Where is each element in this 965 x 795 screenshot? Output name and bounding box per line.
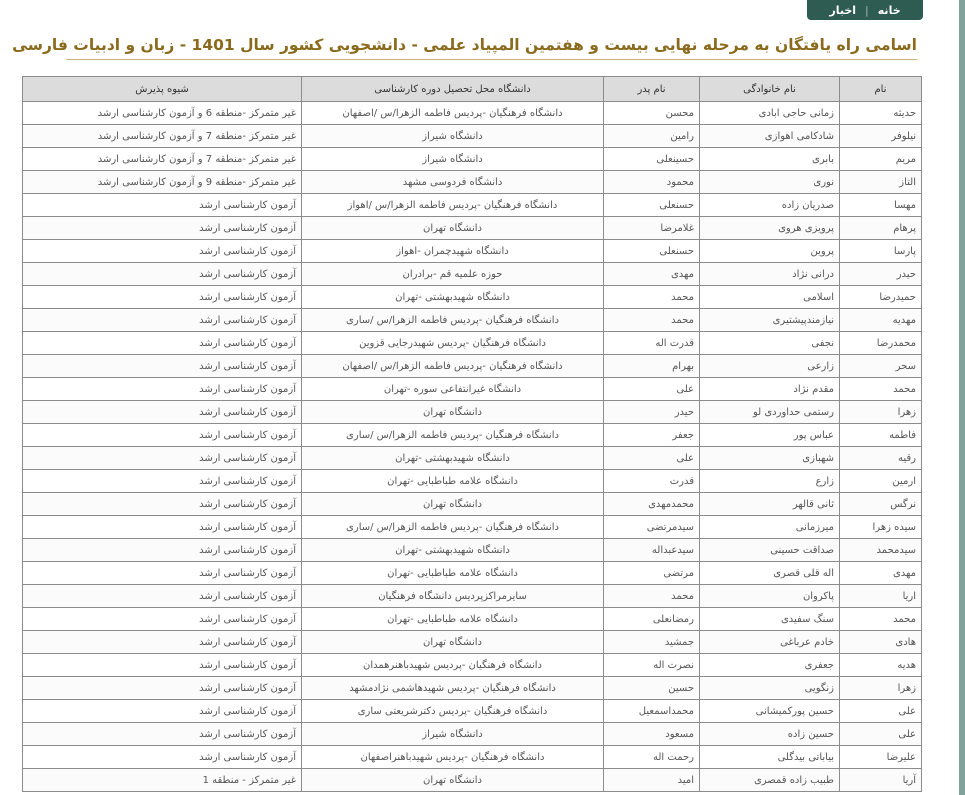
cell-university: دانشگاه شیراز [302, 723, 604, 746]
cell-university: دانشگاه فرهنگیان -پردیس شهیدهاشمی نژادمشهد [302, 677, 604, 700]
table-row [23, 378, 922, 401]
cell-admission: آزمون کارشناسی ارشد [23, 194, 302, 217]
cell-university: دانشگاه فرهنگیان -پردیس شهیدباهنراصفهان [302, 746, 604, 769]
table-row [23, 447, 922, 470]
cell-father-name: رمضانعلی [604, 608, 700, 631]
cell-last-name: صدریان زاده [700, 194, 840, 217]
cell-university: دانشگاه فرهنگیان -پردیس فاطمه الزهرا/س /اصفهان [302, 102, 604, 125]
cell-first-name: التاز [840, 171, 922, 194]
cell-first-name: پرهام [840, 217, 922, 240]
cell-father-name: حیدر [604, 401, 700, 424]
cell-father-name: بهرام [604, 355, 700, 378]
cell-university: حوزه علمیه قم -برادران [302, 263, 604, 286]
table-row [23, 700, 922, 723]
cell-first-name: زهرا [840, 401, 922, 424]
cell-last-name: مقدم نژاد [700, 378, 840, 401]
cell-father-name: محمد [604, 585, 700, 608]
table-row [23, 263, 922, 286]
cell-father-name: غلامرضا [604, 217, 700, 240]
cell-university: دانشگاه شهیدبهشتی -تهران [302, 447, 604, 470]
cell-university: دانشگاه تهران [302, 769, 604, 792]
cell-father-name: علی [604, 447, 700, 470]
header-admission: شیوه پذیرش [23, 77, 302, 102]
cell-admission: آزمون کارشناسی ارشد [23, 700, 302, 723]
cell-last-name: شهبازی [700, 447, 840, 470]
cell-admission: آزمون کارشناسی ارشد [23, 355, 302, 378]
table-row [23, 148, 922, 171]
cell-first-name: مهدیه [840, 309, 922, 332]
cell-university: دانشگاه شهیدچمران -اهواز [302, 240, 604, 263]
cell-admission: آزمون کارشناسی ارشد [23, 470, 302, 493]
cell-father-name: سیدعبداله [604, 539, 700, 562]
table-body [23, 102, 922, 792]
cell-first-name: نرگس [840, 493, 922, 516]
cell-admission: آزمون کارشناسی ارشد [23, 447, 302, 470]
cell-university: دانشگاه فرهنگیان -پردیس دکترشریعتی ساری [302, 700, 604, 723]
cell-father-name: مهدی [604, 263, 700, 286]
cell-admission: آزمون کارشناسی ارشد [23, 539, 302, 562]
table-row [23, 539, 922, 562]
cell-university: دانشگاه فردوسی مشهد [302, 171, 604, 194]
cell-university: دانشگاه تهران [302, 631, 604, 654]
table-row [23, 355, 922, 378]
table-row [23, 125, 922, 148]
page-title: اسامی راه یافتگان به مرحله نهایی بیست و هفتمین المپیاد علمی - دانشجویی کشور سال 1401 - زبان و ادبیات فارسی [66, 31, 917, 60]
cell-university: دانشگاه غیرانتفاعی سوره -تهران [302, 378, 604, 401]
cell-father-name: حسینعلی [604, 148, 700, 171]
cell-last-name: میرزمانی [700, 516, 840, 539]
table-row [23, 585, 922, 608]
cell-admission: آزمون کارشناسی ارشد [23, 424, 302, 447]
cell-first-name: مهسا [840, 194, 922, 217]
cell-last-name: نیازمندپیشتیری [700, 309, 840, 332]
cell-father-name: علی [604, 378, 700, 401]
header-last-name: نام خانوادگی [700, 77, 840, 102]
results-table-container [22, 76, 921, 795]
table-row [23, 677, 922, 700]
cell-last-name: جعفری [700, 654, 840, 677]
cell-university: دانشگاه فرهنگیان -پردیس فاطمه الزهرا/س /اهواز [302, 194, 604, 217]
cell-father-name: محمد [604, 309, 700, 332]
cell-admission: آزمون کارشناسی ارشد [23, 332, 302, 355]
cell-first-name: سحر [840, 355, 922, 378]
table-row [23, 516, 922, 539]
table-row [23, 608, 922, 631]
cell-first-name: مریم [840, 148, 922, 171]
header-father-name: نام پدر [604, 77, 700, 102]
cell-first-name: اریا [840, 585, 922, 608]
cell-university: دانشگاه فرهنگیان -پردیس فاطمه الزهرا/س /ساری [302, 309, 604, 332]
header-university: دانشگاه محل تحصیل دوره کارشناسی [302, 77, 604, 102]
cell-university: دانشگاه شهیدبهشتی -تهران [302, 286, 604, 309]
cell-university: دانشگاه تهران [302, 493, 604, 516]
cell-university: دانشگاه فرهنگیان -پردیس شهیدرجایی قزوین [302, 332, 604, 355]
cell-university: دانشگاه تهران [302, 217, 604, 240]
cell-father-name: رحمت اله [604, 746, 700, 769]
table-row [23, 746, 922, 769]
table-row [23, 723, 922, 746]
top-nav [807, 0, 923, 20]
cell-admission: آزمون کارشناسی ارشد [23, 493, 302, 516]
cell-father-name: مرتضی [604, 562, 700, 585]
cell-admission: آزمون کارشناسی ارشد [23, 562, 302, 585]
cell-last-name: نجفی [700, 332, 840, 355]
cell-first-name: علیرضا [840, 746, 922, 769]
cell-first-name: رقیه [840, 447, 922, 470]
cell-admission: آزمون کارشناسی ارشد [23, 401, 302, 424]
cell-university: دانشگاه تهران [302, 401, 604, 424]
results-table [22, 76, 922, 792]
cell-admission: غیر متمرکز -منطقه 7 و آزمون کارشناسی ارشد [23, 125, 302, 148]
cell-admission: آزمون کارشناسی ارشد [23, 263, 302, 286]
cell-first-name: محمد [840, 608, 922, 631]
cell-first-name: سیده زهرا [840, 516, 922, 539]
cell-first-name: مهدی [840, 562, 922, 585]
right-edge-bar [959, 0, 965, 795]
cell-first-name: حمیدرضا [840, 286, 922, 309]
cell-last-name: صداقت حسینی [700, 539, 840, 562]
cell-admission: آزمون کارشناسی ارشد [23, 516, 302, 539]
table-row [23, 654, 922, 677]
cell-admission: آزمون کارشناسی ارشد [23, 217, 302, 240]
cell-last-name: سنگ سفیدی [700, 608, 840, 631]
cell-first-name: محمدرضا [840, 332, 922, 355]
cell-university: دانشگاه فرهنگیان -پردیس فاطمه الزهرا/س /ساری [302, 424, 604, 447]
cell-first-name: هادی [840, 631, 922, 654]
cell-last-name: شادکامی اهوازی [700, 125, 840, 148]
table-row [23, 332, 922, 355]
cell-admission: آزمون کارشناسی ارشد [23, 654, 302, 677]
cell-university: دانشگاه علامه طباطبایی -تهران [302, 470, 604, 493]
cell-last-name: زارعی [700, 355, 840, 378]
cell-admission: آزمون کارشناسی ارشد [23, 723, 302, 746]
cell-university: دانشگاه فرهنگیان -پردیس فاطمه الزهرا/س /ساری [302, 516, 604, 539]
table-row [23, 470, 922, 493]
cell-first-name: محمد [840, 378, 922, 401]
nav-news-link[interactable]: اخبار [829, 3, 857, 17]
cell-last-name: حسین زاده [700, 723, 840, 746]
cell-father-name: جعفر [604, 424, 700, 447]
table-row [23, 401, 922, 424]
cell-first-name: حیدر [840, 263, 922, 286]
cell-first-name: حدیثه [840, 102, 922, 125]
table-row [23, 631, 922, 654]
cell-university: دانشگاه فرهنگیان -پردیس فاطمه الزهرا/س /اصفهان [302, 355, 604, 378]
cell-admission: آزمون کارشناسی ارشد [23, 286, 302, 309]
cell-last-name: نوری [700, 171, 840, 194]
cell-last-name: عباس پور [700, 424, 840, 447]
cell-last-name: درانی نژاد [700, 263, 840, 286]
cell-father-name: محمدمهدی [604, 493, 700, 516]
cell-last-name: اله قلی قصری [700, 562, 840, 585]
cell-last-name: زارع [700, 470, 840, 493]
cell-first-name: آریا [840, 769, 922, 792]
cell-last-name: رستمی حداوردی لو [700, 401, 840, 424]
cell-father-name: محمود [604, 171, 700, 194]
cell-father-name: محمد [604, 286, 700, 309]
cell-father-name: امید [604, 769, 700, 792]
cell-father-name: حسین [604, 677, 700, 700]
cell-university: سایرمراکزپردیس دانشگاه فرهنگیان [302, 585, 604, 608]
cell-admission: آزمون کارشناسی ارشد [23, 240, 302, 263]
cell-father-name: محمداسمعیل [604, 700, 700, 723]
cell-admission: آزمون کارشناسی ارشد [23, 631, 302, 654]
cell-admission: آزمون کارشناسی ارشد [23, 746, 302, 769]
cell-first-name: علی [840, 723, 922, 746]
cell-last-name: طبیب زاده قمصری [700, 769, 840, 792]
cell-father-name: جمشید [604, 631, 700, 654]
cell-last-name: خادم عرباغی [700, 631, 840, 654]
cell-first-name: سیدمحمد [840, 539, 922, 562]
table-row [23, 424, 922, 447]
cell-admission: آزمون کارشناسی ارشد [23, 677, 302, 700]
table-row [23, 240, 922, 263]
table-row [23, 769, 922, 792]
table-header-row [23, 77, 922, 102]
cell-admission: غیر متمرکز - منطقه 1 [23, 769, 302, 792]
table-row [23, 171, 922, 194]
cell-university: دانشگاه شهیدبهشتی -تهران [302, 539, 604, 562]
cell-father-name: حسنعلی [604, 240, 700, 263]
cell-father-name: حسنعلی [604, 194, 700, 217]
cell-university: دانشگاه علامه طباطبایی -تهران [302, 608, 604, 631]
cell-last-name: زمانی حاجی ابادی [700, 102, 840, 125]
cell-father-name: رامین [604, 125, 700, 148]
cell-admission: آزمون کارشناسی ارشد [23, 378, 302, 401]
cell-university: دانشگاه علامه طباطبایی -تهران [302, 562, 604, 585]
cell-admission: غیر متمرکز -منطقه 9 و آزمون کارشناسی ارشد [23, 171, 302, 194]
cell-last-name: بابری [700, 148, 840, 171]
cell-last-name: بیاباتی بیدگلی [700, 746, 840, 769]
cell-last-name: زنگویی [700, 677, 840, 700]
cell-father-name: سیدمرتضی [604, 516, 700, 539]
cell-father-name: محسن [604, 102, 700, 125]
cell-admission: آزمون کارشناسی ارشد [23, 309, 302, 332]
table-row [23, 286, 922, 309]
table-row [23, 309, 922, 332]
table-row [23, 102, 922, 125]
cell-admission: آزمون کارشناسی ارشد [23, 585, 302, 608]
cell-first-name: علی [840, 700, 922, 723]
table-row [23, 194, 922, 217]
cell-university: دانشگاه فرهنگیان -پردیس شهیدباهنرهمدان [302, 654, 604, 677]
cell-last-name: حسین پورکمیشانی [700, 700, 840, 723]
cell-last-name: اسلامی [700, 286, 840, 309]
cell-first-name: هدیه [840, 654, 922, 677]
cell-first-name: زهرا [840, 677, 922, 700]
table-row [23, 562, 922, 585]
table-row [23, 217, 922, 240]
nav-home-link[interactable]: خانه [877, 3, 901, 17]
cell-admission: غیر متمرکز -منطقه 7 و آزمون کارشناسی ارشد [23, 148, 302, 171]
cell-first-name: پارسا [840, 240, 922, 263]
cell-father-name: نصرت اله [604, 654, 700, 677]
table-row [23, 493, 922, 516]
nav-separator: | [865, 3, 869, 17]
cell-last-name: پاکروان [700, 585, 840, 608]
cell-admission: آزمون کارشناسی ارشد [23, 608, 302, 631]
cell-father-name: قدرت [604, 470, 700, 493]
cell-university: دانشگاه شیراز [302, 125, 604, 148]
cell-first-name: ارمین [840, 470, 922, 493]
cell-first-name: نیلوفر [840, 125, 922, 148]
cell-admission: غیر متمرکز -منطقه 6 و آزمون کارشناسی ارشد [23, 102, 302, 125]
cell-last-name: ثانی قالهر [700, 493, 840, 516]
cell-father-name: قدرت اله [604, 332, 700, 355]
cell-university: دانشگاه شیراز [302, 148, 604, 171]
cell-last-name: پروین [700, 240, 840, 263]
cell-first-name: فاطمه [840, 424, 922, 447]
cell-last-name: پرویزی هروی [700, 217, 840, 240]
cell-father-name: مسعود [604, 723, 700, 746]
header-first-name: نام [840, 77, 922, 102]
